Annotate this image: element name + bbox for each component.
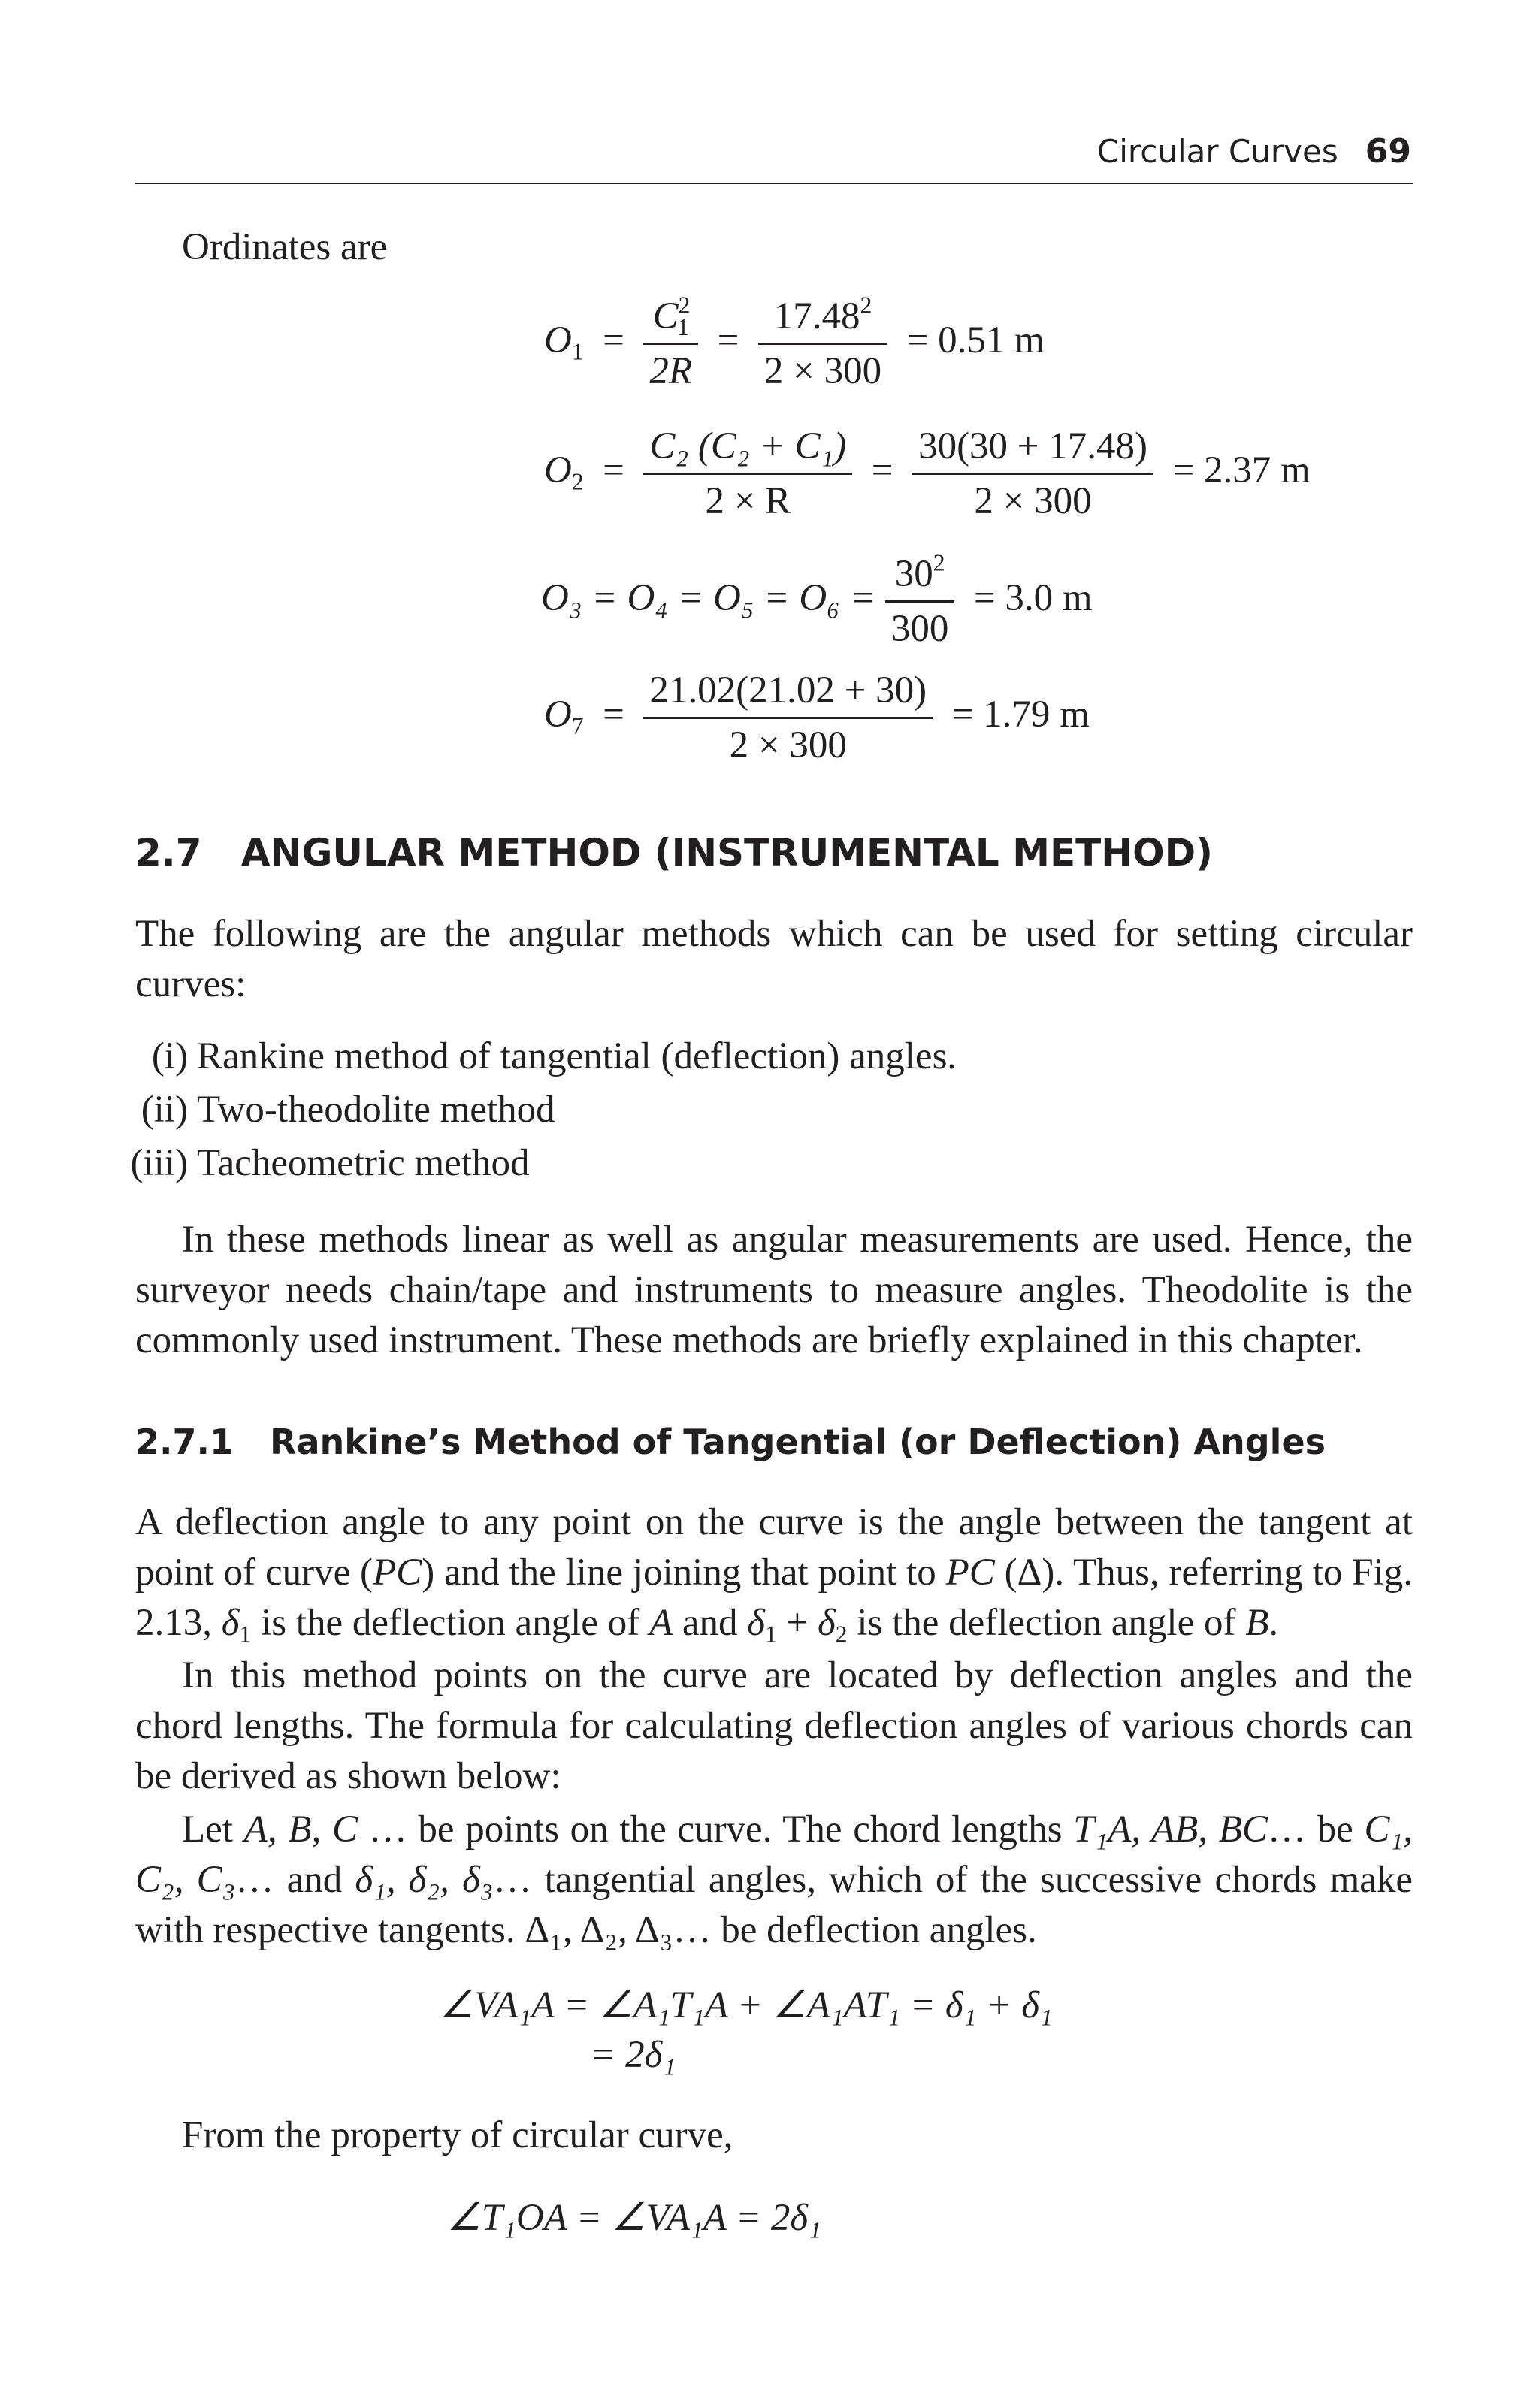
ordinates-intro: Ordinates are xyxy=(182,226,388,268)
fraction: $\frac{17.48^2}{2 \times 300}$ xyxy=(758,295,887,393)
fraction: $\frac{C^2_1}{2R}$ xyxy=(643,295,698,393)
list-item: (i) Rankine method of tangential (deflection) angles. xyxy=(151,1035,957,1077)
property-sentence: From the property of circular curve, xyxy=(182,2114,733,2156)
section-heading: 2.7 ANGULAR METHOD (INSTRUMENTAL METHOD) xyxy=(135,831,1213,875)
angle-equation-result: = 2δ₁ xyxy=(590,2034,676,2076)
subsection-heading: 2.7.1 Rankine’s Method of Tangential (or Deflection) Angles xyxy=(135,1422,1326,1462)
fraction: $\frac{21.02(21.02 + 30)}{2 \times 300}$ xyxy=(643,669,933,767)
central-angle-equation: ∠T₁OA = ∠VA₁A = 2δ₁ xyxy=(447,2197,821,2239)
equation-o1: $O_1$ = $\frac{C^2_1}{2R}$ = $\frac{17.48^2}{2 \times 300}$ = 0.51 m xyxy=(544,292,1045,392)
header-rule xyxy=(135,183,1413,184)
running-header xyxy=(1097,132,1411,171)
equation-o7: $O_7$ = $\frac{21.02(21.02 + 30)}{2 \times 300}$ = 1.79 m xyxy=(544,669,1090,766)
equation-o2: $O_2$ = $\frac{\text{C₂ (C₂ + C₁)}}{2 \times R}$ = $\frac{30(30 + 17.48)}{2 \times 300}$ = 2.37 m xyxy=(544,425,1311,522)
fraction: $\frac{30(30 + 17.48)}{2 \times 300}$ xyxy=(912,424,1153,523)
fraction: $\frac{30^2}{300}$ xyxy=(885,552,955,651)
chord-paragraph: Let A, B, C … be points on the curve. The chord lengths T₁A, AB, BC… be C₁, C₂, C₃… and δ₁, δ₂, δ₃… tangential angles, which of the successive chords make with respective tangents. Δ₁, Δ₂, Δ₃… be deflection angles. xyxy=(135,1808,1414,1951)
fraction: $\frac{\text{C₂ (C₂ + C₁)}}{2 \times R}$ xyxy=(643,424,852,523)
page-number: 69 xyxy=(1365,132,1411,171)
list-item: (ii) Two-theodolite method xyxy=(141,1089,555,1131)
deflection-definition-paragraph: A deflection angle to any point on the curve is the angle between the tangent at point of curve (PC) and the line joining that point to PC (Δ). Thus, referring to Fig. 2.13, $\delta_1$ is the deflection angle of A and $\delta_1 + \delta_2$ is the deflection angle of B. xyxy=(135,1501,1414,1648)
list-item: (iii) Tacheometric method xyxy=(130,1142,530,1184)
method-paragraph: In this method points on the curve are located by deflection angles and the chord lengths. The formula for calculating deflection angles of various chords can be derived as shown below: xyxy=(135,1654,1413,1797)
angle-equation: ∠VA₁A = ∠A₁T₁A + ∠A₁AT₁ = δ₁ + δ₁ xyxy=(440,1984,1053,2026)
section-intro: The following are the angular methods which can be used for setting circular curves: xyxy=(135,913,1413,1005)
running-title: Circular Curves xyxy=(1096,133,1338,170)
methods-paragraph: In these methods linear as well as angular measurements are used. Hence, the surveyor needs chain/tape and instruments to measure angles. Theodolite is the commonly used instrument. These methods are briefly explained in this chapter. xyxy=(135,1219,1413,1361)
equation-o3-o6: O₃ = O₄ = O₅ = O₆ = $\frac{30^2}{300}$ = 3.0 m xyxy=(541,549,1093,650)
